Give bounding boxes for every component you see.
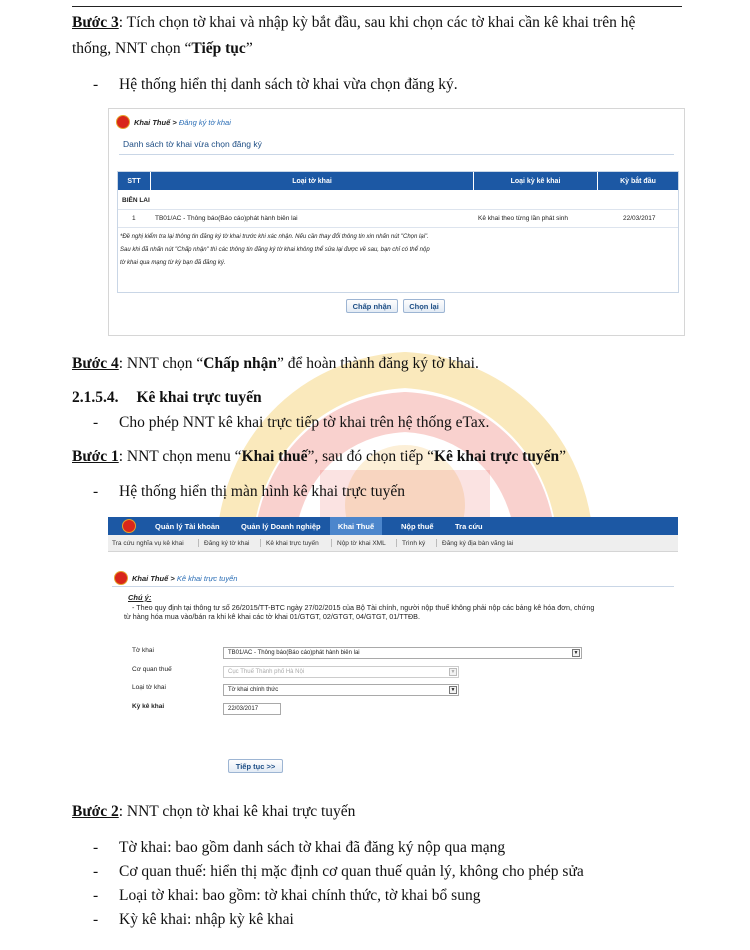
divider	[112, 586, 674, 587]
list-text: Kỳ kê khai: nhập kỳ kê khai	[119, 911, 294, 928]
note-heading: Chú ý:	[128, 593, 152, 602]
reselect-button[interactable]: Chọn lại	[403, 299, 445, 313]
col-header: Kỳ bắt đầu	[598, 172, 678, 190]
chevron-down-icon: ▼	[450, 669, 456, 675]
bullet-text: Cho phép NNT kê khai trực tiếp tờ khai trên hệ thống eTax.	[119, 414, 490, 431]
divider	[119, 154, 674, 155]
breadcrumb	[132, 574, 237, 583]
step-text: ”	[245, 40, 253, 57]
list-item	[93, 837, 505, 859]
breadcrumb-link[interactable]: Kê khai trực tuyến	[176, 574, 238, 583]
bullet-dash: -	[93, 414, 99, 431]
nav-tax-pay[interactable]: Nộp thuế	[401, 521, 434, 531]
list-text: Loại tờ khai: bao gồm: tờ khai chính thức, tờ khai bổ sung	[119, 887, 481, 904]
list-text: Tờ khai: bao gồm danh sách tờ khai đã đăng ký nộp qua mạng	[119, 839, 506, 856]
bullet-dash: -	[93, 839, 99, 856]
page-title: Danh sách tờ khai vừa chọn đăng ký	[123, 139, 262, 149]
accept-button[interactable]: Chấp nhận	[346, 299, 398, 313]
bullet-dash: -	[93, 863, 99, 880]
subnav-item[interactable]: Đăng ký địa bàn vãng lai	[442, 539, 514, 547]
group-label: BIÊN LAI	[122, 197, 150, 204]
table-cell: TB01/AC - Thông báo(Báo cáo)phát hành biên lai	[155, 215, 298, 222]
top-rule	[72, 6, 682, 7]
chevron-down-icon[interactable]: ▼	[450, 687, 456, 693]
breadcrumb-root: Khai Thuế >	[134, 118, 177, 127]
select-value: Tờ khai chính thức	[228, 687, 279, 693]
note-line: từ hàng hóa mua vào/bán ra khi kê khai các tờ khai 01/GTGT, 02/GTGT, 04/GTGT, 01/TTĐB.	[124, 612, 420, 621]
top-nav	[108, 517, 678, 535]
bullet-dash: -	[93, 483, 99, 500]
bullet-dash: -	[93, 76, 99, 93]
separator	[260, 539, 261, 547]
loai-select[interactable]	[223, 684, 459, 696]
note-line: tờ khai qua mạng từ kỳ bạn đã đăng ký.	[120, 260, 226, 266]
separator	[198, 539, 199, 547]
step-label: Bước 3	[72, 14, 119, 31]
nav-tax-declare[interactable]: Khai Thuế	[330, 517, 382, 535]
list-item	[93, 909, 294, 931]
step-label: Bước 4	[72, 355, 119, 372]
row-divider	[118, 227, 678, 228]
section-number: 2.1.5.4.	[72, 389, 119, 406]
subnav-item[interactable]: Đăng ký tờ khai	[204, 539, 250, 547]
list-text: Cơ quan thuế: hiển thị mặc định cơ quan thuế quản lý, không cho phép sửa	[119, 863, 584, 880]
bullet-item	[93, 481, 405, 503]
select-value: Cục Thuế Thành phố Hà Nội	[228, 669, 305, 675]
step2-paragraph	[72, 801, 355, 823]
section-heading	[72, 387, 262, 409]
bold-term: Khai thuế	[241, 448, 308, 465]
table-cell: 1	[132, 215, 136, 222]
note-line: *Đề nghị kiểm tra lại thông tin đăng ký tờ khai trước khi xác nhận. Nếu cần thay đổi thông tin xin nhấn nút "Chọn lại".	[120, 234, 429, 240]
to-khai-select[interactable]	[223, 647, 582, 659]
sub-nav	[108, 535, 678, 552]
note-line: - Theo quy định tại thông tư số 26/2015/TT-BTC ngày 27/02/2015 của Bộ Tài chính, người nộp thuế không phải nộp các bảng kê hóa đơn, chứng	[132, 603, 595, 612]
table-cell: Kê khai theo từng lần phát sinh	[478, 215, 568, 222]
breadcrumb-link[interactable]: Đăng ký tờ khai	[178, 118, 231, 127]
breadcrumb	[134, 118, 231, 127]
separator	[331, 539, 332, 547]
step-text: : NNT chọn tờ khai kê khai trực tuyến	[118, 803, 356, 820]
subnav-item[interactable]: Tra cứu nghĩa vụ kê khai	[112, 539, 184, 547]
bullet-item	[93, 412, 489, 434]
step-label: Bước 1	[72, 448, 119, 465]
bullet-dash: -	[93, 887, 99, 904]
bold-term: Chấp nhận	[203, 355, 277, 372]
table-cell: 22/03/2017	[623, 215, 656, 222]
bullet-dash: -	[93, 911, 99, 928]
row-divider	[118, 209, 678, 210]
step-text: : NNT chọn “	[118, 355, 204, 372]
list-item	[93, 861, 584, 883]
step-text: ”	[559, 448, 567, 465]
chevron-down-icon[interactable]: ▼	[573, 650, 579, 656]
emblem-icon	[116, 115, 130, 129]
subnav-item[interactable]: Kê khai trực tuyến	[266, 539, 319, 547]
step-text: thống, NNT chọn “	[72, 40, 192, 57]
col-header: Loại kỳ kê khai	[474, 172, 598, 190]
co-quan-select	[223, 666, 459, 678]
note-line: Sau khi đã nhấn nút "Chấp nhận" thì các thông tin đăng ký tờ khai không thể sửa lại được về sau, bạn chỉ có thể nộp	[120, 247, 430, 253]
step4-paragraph	[72, 353, 479, 375]
bold-term: Tiếp tục	[191, 40, 246, 57]
nav-lookup[interactable]: Tra cứu	[455, 521, 483, 531]
step3-paragraph-cont	[72, 38, 253, 60]
screenshot-online-declare	[108, 517, 678, 785]
step3-paragraph	[72, 12, 635, 34]
emblem-icon	[114, 571, 128, 585]
register-table-box	[117, 171, 679, 293]
label-ky: Kỳ kê khai	[132, 703, 165, 710]
step-text: : Tích chọn tờ khai và nhập kỳ bắt đầu, sau khi chọn các tờ khai cần kê khai trên hệ	[118, 14, 636, 31]
nav-account[interactable]: Quản lý Tài khoản	[155, 521, 220, 531]
label-loai: Loại tờ khai	[132, 684, 166, 691]
col-header: STT	[118, 172, 151, 190]
ky-input[interactable]: 22/03/2017	[223, 703, 281, 715]
step-label: Bước 2	[72, 803, 119, 820]
section-title: Kê khai trực tuyến	[136, 389, 262, 406]
label-to-khai: Tờ khai	[132, 647, 154, 654]
separator	[396, 539, 397, 547]
subnav-item[interactable]: Nộp tờ khai XML	[337, 539, 386, 547]
step-text: : NNT chọn menu “	[118, 448, 242, 465]
select-value: TB01/AC - Thông báo(Báo cáo)phát hành biên lai	[228, 650, 360, 656]
list-item	[93, 885, 480, 907]
bold-term: Kê khai trực tuyến	[434, 448, 560, 465]
nav-enterprise[interactable]: Quản lý Doanh nghiệp	[241, 521, 321, 531]
breadcrumb-root: Khai Thuế >	[132, 574, 175, 583]
bullet-text: Hệ thống hiển thị màn hình kê khai trực tuyến	[119, 483, 406, 500]
step-text: ” để hoàn thành đăng ký tờ khai.	[276, 355, 479, 372]
next-button[interactable]: Tiếp tục >>	[228, 759, 283, 773]
bullet-item	[93, 74, 458, 96]
separator	[436, 539, 437, 547]
label-co-quan: Cơ quan thuế	[132, 666, 172, 673]
col-header: Loại tờ khai	[151, 172, 474, 190]
step-text: ”, sau đó chọn tiếp “	[307, 448, 434, 465]
subnav-item[interactable]: Trình ký	[402, 539, 426, 547]
screenshot-register-list	[108, 108, 685, 336]
bullet-text: Hệ thống hiển thị danh sách tờ khai vừa chọn đăng ký.	[119, 76, 458, 93]
step1-paragraph	[72, 446, 566, 468]
emblem-icon	[122, 519, 136, 533]
